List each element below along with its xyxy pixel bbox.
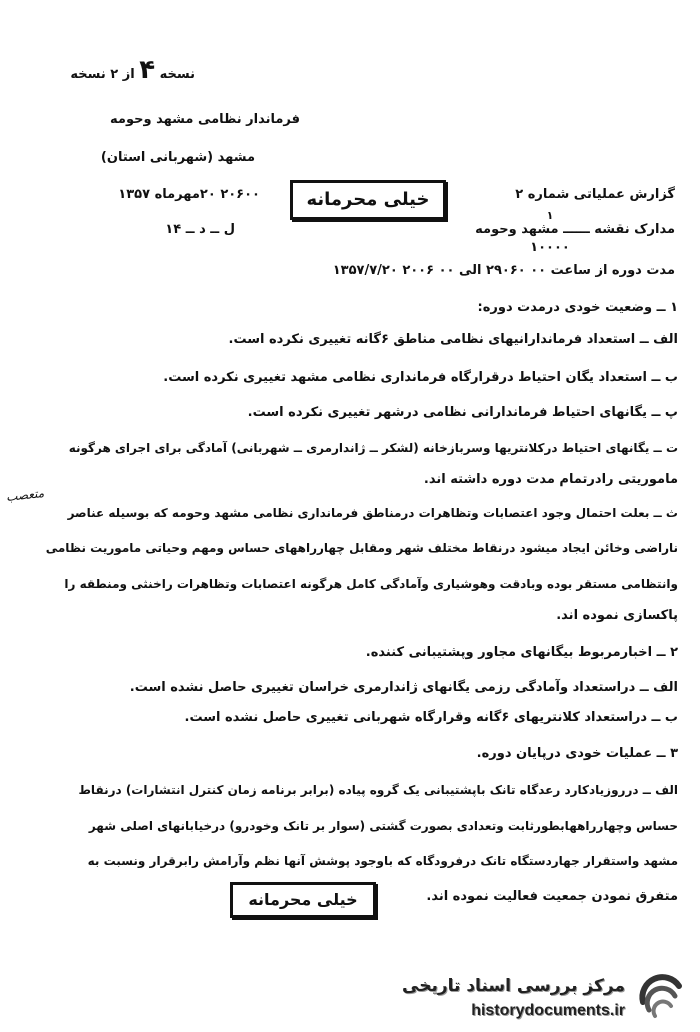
- section1-title: ۱ ــ وضعیت خودی درمدت دوره:: [477, 300, 678, 315]
- map-fraction-top: ۱: [546, 209, 554, 222]
- section1-line: ب ــ استعداد یگان احتیاط درقرارگاه فرمانداری نظامی مشهد تغییری نکرده است.: [163, 370, 678, 385]
- location: مشهد (شهربانی استان): [100, 150, 255, 165]
- datetime: ۲۰۶۰۰ ۲۰مهرماه ۱۳۵۷: [118, 187, 260, 202]
- section2-line: الف ــ دراستعداد وآمادگی رزمی یگانهای ژاندارمری خراسان تغییری حاصل نشده است.: [129, 680, 678, 695]
- report-title: گزارش عملیاتی شماره ۲: [515, 187, 675, 202]
- copy-prefix: نسخه: [159, 67, 195, 82]
- section1-line: پ ــ یگانهای احتیاط فرماندارانی نظامی درشهر تغییری نکرده است.: [247, 405, 678, 420]
- section1-line: ناراضی وخائن ایجاد میشود درنقاط مختلف شهر ومقابل چهارراههای حساس ومهم وحیاتی ماموریت نظامی: [45, 541, 678, 555]
- section2-line: ب ــ دراستعداد کلانتریهای ۶گانه وقرارگاه شهربانی تغییری حاصل نشده است.: [184, 710, 678, 725]
- section1-line: وانتظامی مستقر بوده وبادقت وهوشیاری وآمادگی کامل هرگونه اعتصابات وتظاهرات راخنثی ومنطقه را: [64, 577, 678, 591]
- stamp-top-text: خیلی محرمانه: [306, 189, 430, 210]
- maps-line: مدارک نقشه ــــــ مشهد وحومه: [475, 222, 675, 237]
- section1-line: ت ــ یگانهای احتیاط درکلانتریها وسربازخانه (لشکر ــ ژاندارمری ــ شهربانی) آمادگی برای اجرای هرگونه: [68, 441, 678, 455]
- watermark-url: historydocuments.ir: [471, 1002, 625, 1019]
- classification-stamp-top: [290, 180, 446, 220]
- map-scale: ۱۰۰۰۰: [530, 240, 570, 255]
- section1-line: پاکسازی نموده اند.: [556, 608, 678, 623]
- watermark-logo: [402, 968, 695, 1028]
- section2-title: ۲ ــ اخبارمربوط بیگانهای مجاور وپشتیبانی کننده.: [365, 645, 678, 660]
- section1-line: الف ــ استعداد فرماندارانیهای نظامی مناطق ۶گانه تغییری نکرده است.: [228, 332, 678, 347]
- period-line: مدت دوره از ساعت ۰۰ ۲۹۰۶۰ الی ۰۰ ۲۰۰۶ ۱۳۵۷/۷/۲۰: [332, 263, 675, 278]
- section1-line: ماموریتی رادرتمام مدت دوره داشته اند.: [423, 472, 678, 487]
- section3-line: الف ــ درروزیادکارد رعدگاه تانک باپشتیبانی یک گروه پیاده (برابر برنامه زمان کنترل انتشارات) درنقاط: [78, 783, 678, 797]
- reference: ل ــ د ــ ۱۴: [165, 222, 235, 237]
- unit-name: فرماندار نظامی مشهد وحومه: [110, 112, 300, 127]
- section3-line: حساس وچهارراههابطورثابت وتعدادی بصورت گشتی (سوار بر تانک وخودرو) درخیابانهای اصلی شهر: [88, 819, 678, 833]
- section3-title: ۳ ــ عملیات خودی درپایان دوره.: [476, 746, 678, 761]
- copy-number: ۴: [139, 55, 156, 85]
- classification-stamp-bottom: [230, 882, 376, 918]
- stamp-bottom-text: خیلی محرمانه: [248, 890, 358, 909]
- section3-line: متفرق نمودن جمعیت فعالیت نموده اند.: [426, 889, 678, 904]
- archive-logo-icon: [635, 972, 687, 1024]
- copy-number-line: [25, 55, 195, 85]
- section1-line: ث ــ بعلت احتمال وجود اعتصابات وتظاهرات درمناطق فرمانداری نظامی مشهد وحومه که بوسیله عناصر: [67, 506, 678, 520]
- watermark-title: مرکز بررسی اسناد تاریخی: [402, 976, 625, 996]
- margin-handwritten-note: متعصب: [5, 486, 45, 504]
- section3-line: مشهد واستقرار جهاردستگاه تانک درفرودگاه که باوجود پوشش آنها نظم وآرامش رابرقرار ونسبت به: [87, 854, 678, 868]
- copy-suffix: از ۲ نسخه: [70, 67, 135, 82]
